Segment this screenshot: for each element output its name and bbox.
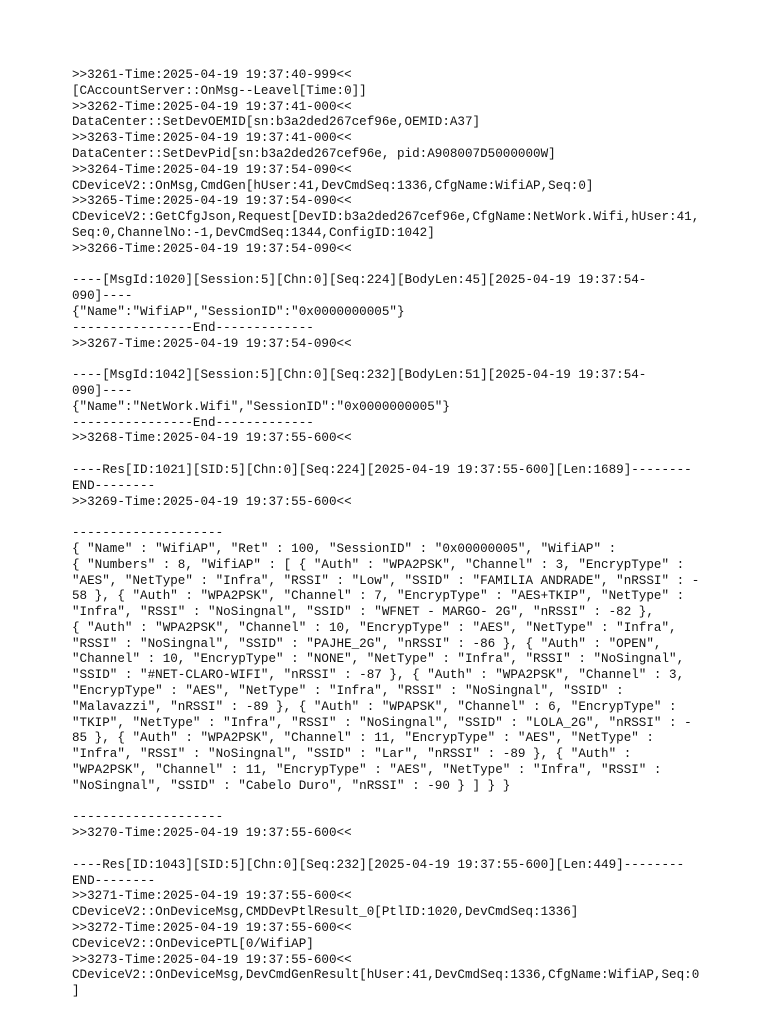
- log-line: >>3268-Time:2025-04-19 19:37:55-600<<: [72, 431, 352, 446]
- log-line: 090]----: [72, 289, 133, 304]
- log-line: 090]----: [72, 383, 133, 398]
- log-line: >>3273-Time:2025-04-19 19:37:55-600<<: [72, 952, 352, 967]
- log-line: >>3266-Time:2025-04-19 19:37:54-090<<: [72, 241, 352, 256]
- log-line: CDeviceV2::OnDevicePTL[0/WifiAP]: [72, 936, 314, 951]
- log-line: >>3265-Time:2025-04-19 19:37:54-090<<: [72, 194, 352, 209]
- log-line: >>3272-Time:2025-04-19 19:37:55-600<<: [72, 921, 352, 936]
- log-line: "Infra", "RSSI" : "NoSingnal", "SSID" : "Lar", "nRSSI" : -89 }, { "Auth" :: [72, 747, 632, 762]
- log-line: CDeviceV2::GetCfgJson,Request[DevID:b3a2ded267cef96e,CfgName:NetWork.Wifi,hUser:41,: [72, 210, 700, 225]
- log-line: "NoSingnal", "SSID" : "Cabelo Duro", "nRSSI" : -90 } ] } }: [72, 778, 511, 793]
- log-line: END--------: [72, 873, 156, 888]
- log-line: --------------------: [72, 526, 224, 541]
- log-line: DataCenter::SetDevOEMID[sn:b3a2ded267cef96e,OEMID:A37]: [72, 115, 481, 130]
- log-line: ]: [72, 984, 80, 999]
- log-line: { "Numbers" : 8, "WifiAP" : [ { "Auth" : "WPA2PSK", "Channel" : 3, "EncrypType" :: [72, 557, 685, 572]
- log-line: ----Res[ID:1021][SID:5][Chn:0][Seq:224][2025-04-19 19:37:55-600][Len:1689]--------: [72, 462, 692, 477]
- log-line: ----------------End-------------: [72, 415, 314, 430]
- log-line: [72, 258, 702, 274]
- log-line: >>3264-Time:2025-04-19 19:37:54-090<<: [72, 162, 352, 177]
- log-line: Seq:0,ChannelNo:-1,DevCmdSeq:1344,ConfigID:1042]: [72, 225, 435, 240]
- log-line: "Infra", "RSSI" : "NoSingnal", "SSID" : "WFNET - MARGO- 2G", "nRSSI" : -82 },: [72, 605, 654, 620]
- log-line: "AES", "NetType" : "Infra", "RSSI" : "Low", "SSID" : "FAMILIA ANDRADE", "nRSSI" : -: [72, 573, 700, 588]
- log-line: "TKIP", "NetType" : "Infra", "RSSI" : "NoSingnal", "SSID" : "LOLA_2G", "nRSSI" : -: [72, 715, 692, 730]
- log-line: ----[MsgId:1020][Session:5][Chn:0][Seq:224][BodyLen:45][2025-04-19 19:37:54-: [72, 273, 647, 288]
- log-line: --------------------: [72, 810, 224, 825]
- log-line: >>3269-Time:2025-04-19 19:37:55-600<<: [72, 494, 352, 509]
- log-line: ----Res[ID:1043][SID:5][Chn:0][Seq:232][2025-04-19 19:37:55-600][Len:449]--------: [72, 857, 685, 872]
- log-line: >>3263-Time:2025-04-19 19:37:41-000<<: [72, 131, 352, 146]
- log-line: CDeviceV2::OnMsg,CmdGen[hUser:41,DevCmdSeq:1336,CfgName:WifiAP,Seq:0]: [72, 178, 594, 193]
- log-document: [72, 68, 702, 1000]
- log-line: CDeviceV2::OnDeviceMsg,CMDDevPtlResult_0[PtlID:1020,DevCmdSeq:1336]: [72, 905, 579, 920]
- log-line: [CAccountServer::OnMsg--Leavel[Time:0]]: [72, 83, 367, 98]
- log-line: 85 }, { "Auth" : "WPA2PSK", "Channel" : 11, "EncrypType" : "AES", "NetType" :: [72, 731, 654, 746]
- log-line: [72, 795, 702, 811]
- log-line: "Malavazzi", "nRSSI" : -89 }, { "Auth" : "WPAPSK", "Channel" : 6, "EncrypType" :: [72, 699, 677, 714]
- log-line: ----[MsgId:1042][Session:5][Chn:0][Seq:232][BodyLen:51][2025-04-19 19:37:54-: [72, 368, 647, 383]
- log-line: >>3270-Time:2025-04-19 19:37:55-600<<: [72, 826, 352, 841]
- log-line: {"Name":"WifiAP","SessionID":"0x0000000005"}: [72, 304, 405, 319]
- log-line: [72, 352, 702, 368]
- log-line: >>3261-Time:2025-04-19 19:37:40-999<<: [72, 68, 352, 82]
- log-line: 58 }, { "Auth" : "WPA2PSK", "Channel" : 7, "EncrypType" : "AES+TKIP", "NetType" :: [72, 589, 685, 604]
- log-line: { "Auth" : "WPA2PSK", "Channel" : 10, "EncrypType" : "AES", "NetType" : "Infra",: [72, 620, 677, 635]
- log-line: "Channel" : 10, "EncrypType" : "NONE", "NetType" : "Infra", "RSSI" : "NoSingnal",: [72, 652, 685, 667]
- log-line: "EncrypType" : "AES", "NetType" : "Infra", "RSSI" : "NoSingnal", "SSID" :: [72, 684, 624, 699]
- log-line: >>3262-Time:2025-04-19 19:37:41-000<<: [72, 99, 352, 114]
- log-line: END--------: [72, 478, 156, 493]
- log-line: ----------------End-------------: [72, 320, 314, 335]
- log-line: [72, 447, 702, 463]
- log-line: [72, 842, 702, 858]
- log-line: >>3271-Time:2025-04-19 19:37:55-600<<: [72, 889, 352, 904]
- log-line: { "Name" : "WifiAP", "Ret" : 100, "SessionID" : "0x00000005", "WifiAP" :: [72, 541, 617, 556]
- log-line: "WPA2PSK", "Channel" : 11, "EncrypType" : "AES", "NetType" : "Infra", "RSSI" :: [72, 763, 662, 778]
- log-line: {"Name":"NetWork.Wifi","SessionID":"0x0000000005"}: [72, 399, 450, 414]
- log-line: "RSSI" : "NoSingnal", "SSID" : "PAJHE_2G", "nRSSI" : -86 }, { "Auth" : "OPEN",: [72, 636, 662, 651]
- log-line: "SSID" : "#NET-CLARO-WIFI", "nRSSI" : -87 }, { "Auth" : "WPA2PSK", "Channel" : 3,: [72, 668, 685, 683]
- log-line: CDeviceV2::OnDeviceMsg,DevCmdGenResult[hUser:41,DevCmdSeq:1336,CfgName:WifiAP,Seq:0: [72, 968, 700, 983]
- log-line: >>3267-Time:2025-04-19 19:37:54-090<<: [72, 336, 352, 351]
- log-line: DataCenter::SetDevPid[sn:b3a2ded267cef96e, pid:A908007D5000000W]: [72, 146, 556, 161]
- log-line: [72, 510, 702, 526]
